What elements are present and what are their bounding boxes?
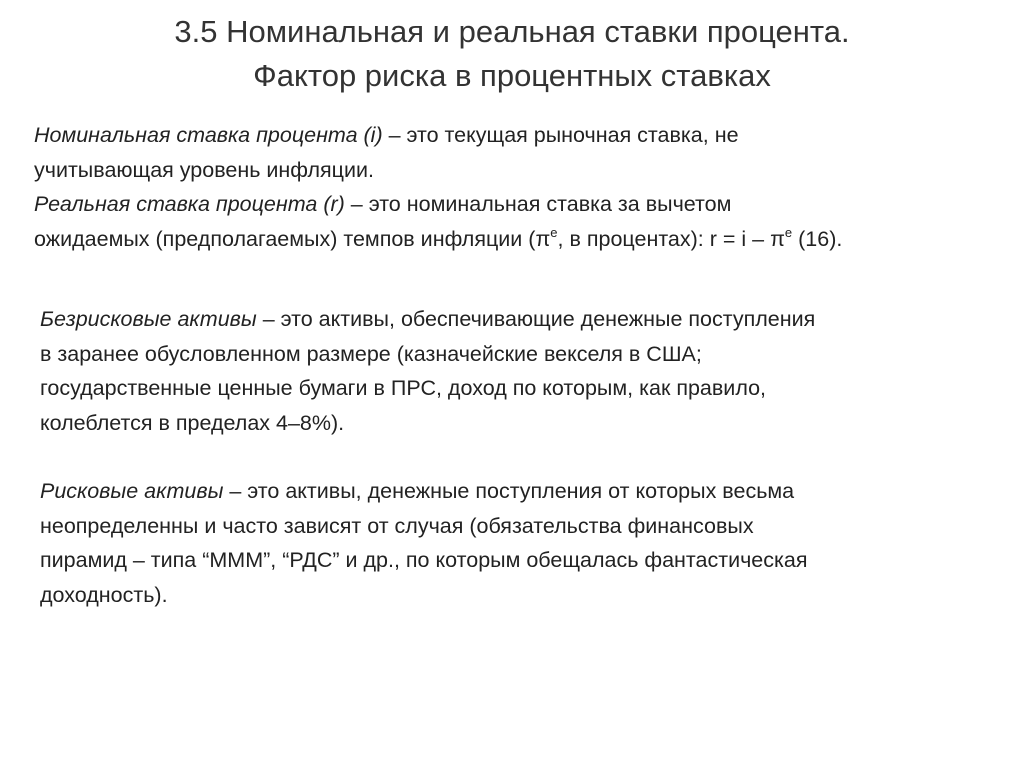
nominal-rate-definition (34, 118, 842, 187)
risky-line-1 (40, 474, 808, 509)
real-rate-definition (34, 187, 842, 256)
real-rate-term: Реальная ставка процента (r) (34, 192, 345, 216)
nominal-rate-text: – это текущая рыночная ставка, не (382, 123, 739, 147)
real-formula-part-a: ожидаемых (предполагаемых) темпов инфляции (π (34, 226, 551, 251)
risk-free-assets-text: – это активы, обеспечивающие денежные поступления (256, 307, 816, 331)
definitions-block (34, 118, 842, 256)
expected-superscript-1: e (550, 224, 558, 240)
real-formula-part-c: (16). (792, 226, 843, 251)
risk-free-line-3: государственные ценные бумаги в ПРС, доход по которым, как правило, (40, 376, 767, 400)
slide-title (30, 10, 994, 98)
nominal-line-1 (34, 118, 842, 153)
risk-free-assets-block (40, 302, 815, 440)
title-line-1: 3.5 Номинальная и реальная ставки процента. (174, 14, 850, 49)
risky-assets-block (40, 474, 808, 612)
risky-assets-text: – это активы, денежные поступления от которых весьма (223, 479, 795, 503)
risky-assets-term: Рисковые активы (40, 479, 224, 503)
real-rate-text: – это номинальная ставка за вычетом (344, 192, 732, 216)
real-line-2 (34, 222, 842, 257)
risk-free-line-1 (40, 302, 815, 337)
risk-free-line-2: в заранее обусловленном размере (казначейские векселя в США; (40, 341, 702, 366)
risky-assets-definition (40, 474, 808, 612)
risk-free-assets-term: Безрисковые активы (40, 307, 257, 331)
risk-free-assets-definition (40, 302, 815, 440)
risk-free-line-4: колеблется в пределах 4–8%). (40, 410, 345, 435)
title-line-2: Фактор риска в процентных ставках (253, 58, 771, 93)
risky-line-2: неопределенны и часто зависят от случая (обязательства финансовых (40, 513, 754, 538)
nominal-line-2: учитывающая уровень инфляции. (34, 157, 374, 182)
expected-superscript-2: e (784, 224, 793, 240)
risky-line-4: доходность). (40, 582, 168, 607)
nominal-rate-term: Номинальная ставка процента (i) (34, 123, 383, 147)
real-formula-part-b: , в процентах): r = i – π (557, 226, 785, 251)
risky-line-3: пирамид – типа “МММ”, “РДС” и др., по которым обещалась фантастическая (40, 548, 808, 572)
real-line-1 (34, 187, 842, 222)
